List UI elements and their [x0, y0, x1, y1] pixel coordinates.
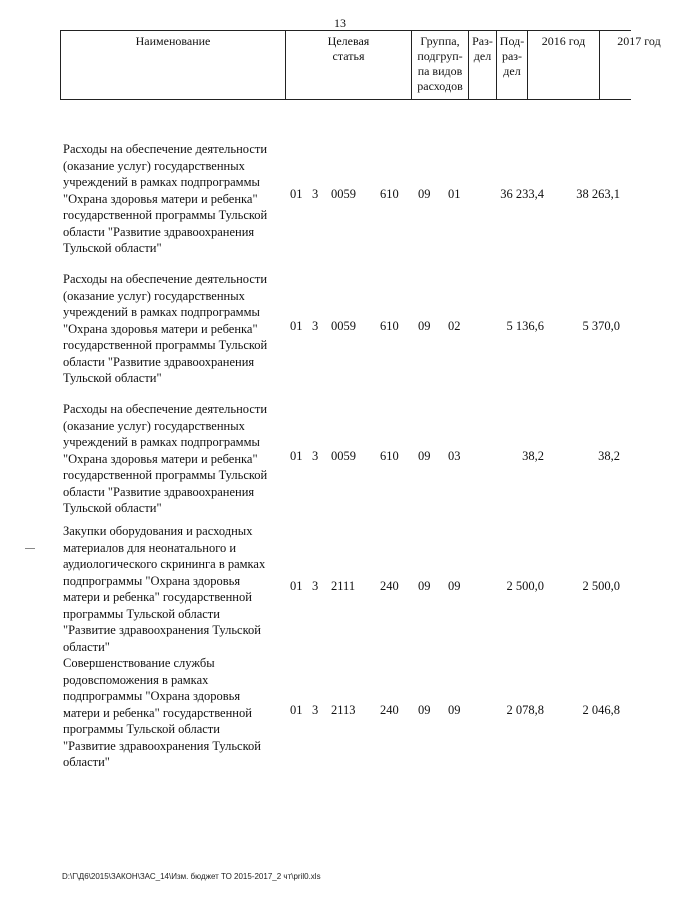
header-group-line1: Группа,	[420, 34, 460, 48]
row-subsection: 01	[448, 187, 461, 201]
row-name-line: учреждений в рамках подпрограммы	[63, 305, 260, 319]
row-section: 09	[418, 703, 431, 717]
row-name-line: государственной программы Тульской	[63, 208, 268, 222]
header-group-line3: па видов	[417, 64, 463, 78]
row-code-subprogram: 3	[312, 319, 319, 333]
row-value-2016: 36 233,4	[500, 187, 544, 201]
row-name-line: области"	[63, 755, 110, 769]
row-value-2016: 2 500,0	[506, 579, 544, 593]
row-section: 09	[418, 319, 431, 333]
row-value-2016: 38,2	[522, 449, 544, 463]
row-name	[63, 655, 278, 771]
row-subsection: 09	[448, 703, 461, 717]
row-name-line: (оказание услуг) государственных	[63, 158, 245, 173]
row-value-2017: 38,2	[598, 449, 620, 463]
row-group: 610	[380, 187, 399, 201]
header-section-line2: дел	[473, 49, 492, 63]
row-name-line: области "Развитие здравоохранения	[63, 354, 255, 369]
row-name-line: родовспоможения в рамках	[63, 672, 209, 687]
row-name-line: программы Тульской области	[63, 606, 220, 621]
page-number: 13	[334, 16, 346, 30]
row-name-line: Тульской области"	[63, 501, 162, 515]
row-name-line: государственной программы Тульской	[63, 468, 268, 482]
row-name-line: подпрограммы "Охрана здоровья	[63, 573, 241, 588]
table-header	[60, 30, 661, 100]
row-subsection: 09	[448, 579, 461, 593]
row-name-line: "Охрана здоровья матери и ребенка"	[63, 191, 258, 206]
row-name-line: учреждений в рамках подпрограммы	[63, 175, 260, 189]
header-group-line4: расходов	[417, 79, 463, 93]
row-code-direction: 0059	[331, 319, 356, 333]
row-name-line: подпрограммы "Охрана здоровья	[63, 689, 241, 703]
row-value-2017: 5 370,0	[582, 319, 620, 333]
row-name-line: Расходы на обеспечение деятельности	[63, 142, 268, 156]
header-target-line2: статья	[332, 49, 365, 63]
row-value-2016: 2 078,8	[506, 703, 544, 717]
row-name-line: "Охрана здоровья матери и ребенка"	[63, 321, 258, 336]
row-section: 09	[418, 449, 431, 463]
header-target-article	[286, 31, 412, 99]
row-name-line: "Развитие здравоохранения Тульской	[63, 623, 261, 637]
row-code-subprogram: 3	[312, 187, 319, 201]
row-code-subprogram: 3	[312, 579, 319, 593]
row-name-line: Закупки оборудования и расходных	[63, 524, 253, 538]
row-code-direction: 0059	[331, 449, 356, 463]
row-name-line: Тульской области"	[63, 371, 162, 385]
row-name-line: Совершенствование службы	[63, 656, 215, 670]
row-group: 240	[380, 703, 399, 717]
header-subsection-line2: раз-	[501, 49, 523, 63]
row-name-line: области "Развитие здравоохранения	[63, 484, 255, 499]
row-group: 240	[380, 579, 399, 593]
header-subsection-line1: Под-	[499, 34, 525, 48]
row-code-program: 01	[290, 703, 303, 717]
header-section-line1: Раз-	[472, 34, 493, 48]
row-code-program: 01	[290, 449, 303, 463]
row-section: 09	[418, 187, 431, 201]
row-code-direction: 2113	[331, 703, 356, 717]
row-name-line: "Развитие здравоохранения Тульской	[63, 738, 261, 753]
row-name-line: области"	[63, 639, 110, 654]
header-name-label: Наименование	[135, 34, 211, 48]
header-subsection	[497, 31, 528, 99]
row-name-line: (оказание услуг) государственных	[63, 418, 245, 433]
margin-mark	[25, 548, 35, 549]
header-year2-label: 2017 год	[617, 34, 661, 48]
row-name-line: матери и ребенка" государственной	[63, 590, 252, 604]
row-name-line: материалов для неонатального и	[63, 540, 237, 555]
row-code-program: 01	[290, 319, 303, 333]
row-name-line: учреждений в рамках подпрограммы	[63, 435, 260, 449]
row-code-program: 01	[290, 579, 303, 593]
row-name-line: Тульской области"	[63, 241, 162, 255]
row-name-line: Расходы на обеспечение деятельности	[63, 272, 268, 286]
row-code-subprogram: 3	[312, 449, 319, 463]
row-value-2017: 2 046,8	[582, 703, 620, 717]
header-section	[469, 31, 497, 99]
row-name-line: Расходы на обеспечение деятельности	[63, 402, 268, 416]
row-section: 09	[418, 579, 431, 593]
row-value-2016: 5 136,6	[506, 319, 544, 333]
row-name	[63, 523, 278, 655]
header-year-2016	[528, 31, 600, 99]
row-value-2017: 2 500,0	[582, 579, 620, 593]
row-value-2017: 38 263,1	[576, 187, 620, 201]
row-name-line: программы Тульской области	[63, 722, 220, 736]
header-year-2017	[600, 31, 678, 99]
header-year1-label: 2016 год	[541, 34, 586, 48]
row-code-direction: 2111	[331, 579, 356, 593]
header-group-line2: подгруп-	[417, 49, 463, 63]
header-name	[61, 31, 286, 99]
row-name	[63, 271, 278, 387]
row-group: 610	[380, 449, 399, 463]
row-name	[63, 401, 278, 517]
row-name-line: государственной программы Тульской	[63, 338, 268, 352]
row-name-line: области "Развитие здравоохранения	[63, 224, 255, 239]
row-name	[63, 141, 278, 257]
file-path-footer: D:\Г\Д6\2015\ЗАКОН\ЗАС_14\Изм. бюджет ТО 2015-2017_2 чт\pril0.xls	[62, 872, 321, 881]
row-name-line: "Охрана здоровья матери и ребенка"	[63, 451, 258, 466]
row-name-line: (оказание услуг) государственных	[63, 288, 245, 303]
row-subsection: 02	[448, 319, 461, 333]
header-target-line1: Целевая	[327, 34, 370, 48]
row-name-line: матери и ребенка" государственной	[63, 705, 252, 720]
row-subsection: 03	[448, 449, 461, 463]
row-group: 610	[380, 319, 399, 333]
row-name-line: аудиологического скрининга в рамках	[63, 557, 266, 571]
row-code-direction: 0059	[331, 187, 356, 201]
row-code-program: 01	[290, 187, 303, 201]
row-code-subprogram: 3	[312, 703, 319, 717]
header-subsection-line3: дел	[503, 64, 521, 78]
header-group	[412, 31, 469, 99]
